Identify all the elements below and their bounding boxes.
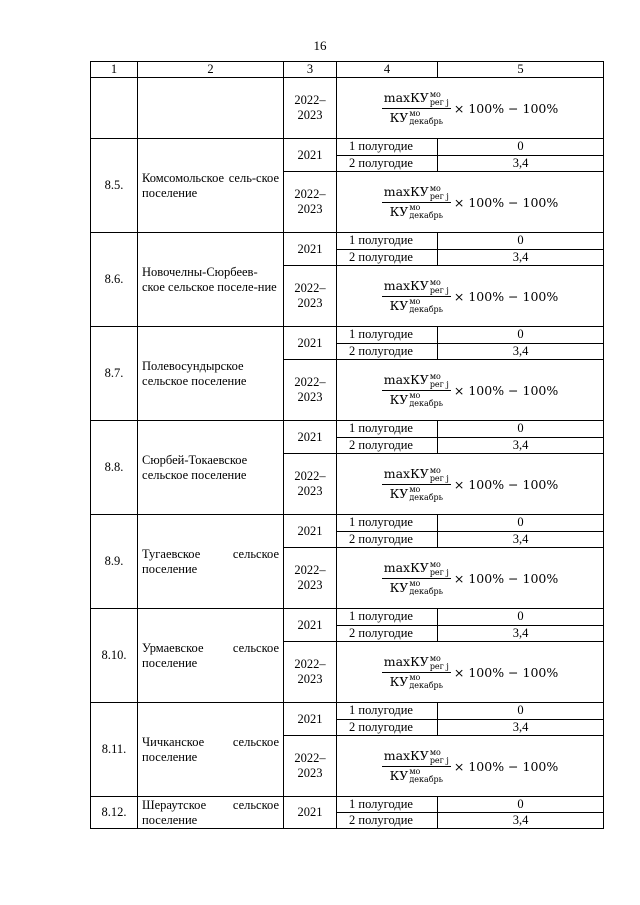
formula-sup: мо bbox=[429, 183, 441, 193]
year-cell bbox=[284, 548, 337, 609]
settlement-name: Шераутское сельское поселение bbox=[138, 797, 284, 829]
formula bbox=[382, 748, 558, 784]
year-cell: 2021 bbox=[284, 797, 337, 829]
half-year-value: 3,4 bbox=[438, 437, 604, 454]
formula-sup: мо bbox=[409, 485, 421, 494]
half-year-label: 2 полугодие bbox=[337, 719, 438, 736]
formula-sup: мо bbox=[409, 579, 421, 588]
formula-sub: декабрь bbox=[409, 117, 444, 126]
settlement-name: Сюрбей-Токаевское сельское поселение bbox=[138, 421, 284, 515]
settlement-name: Комсомольское сель-ское поселение bbox=[138, 139, 284, 233]
column-header: 2 bbox=[138, 62, 284, 78]
row-number bbox=[91, 78, 138, 139]
formula-rest: × 100% − 100% bbox=[453, 664, 559, 680]
year-range-start: 2022– bbox=[294, 469, 326, 483]
formula-sub: рег j bbox=[429, 379, 449, 389]
half-year-value: 0 bbox=[438, 421, 604, 438]
coefficient-table bbox=[90, 61, 604, 829]
year-cell: 2021 bbox=[284, 421, 337, 454]
year-cell: 2021 bbox=[284, 703, 337, 736]
year-range-start: 2022– bbox=[294, 375, 326, 389]
year-range-start: 2022– bbox=[294, 281, 326, 295]
year-cell bbox=[284, 454, 337, 515]
formula-sup: мо bbox=[429, 653, 441, 663]
half-year-label: 2 полугодие bbox=[337, 343, 438, 360]
half-year-label: 2 полугодие bbox=[337, 155, 438, 172]
year-cell: 2021 bbox=[284, 233, 337, 266]
year-range-start: 2022– bbox=[294, 657, 326, 671]
formula-denominator: КУ bbox=[389, 485, 409, 501]
row-number: 8.8. bbox=[91, 421, 138, 515]
half-year-label: 1 полугодие bbox=[337, 233, 438, 250]
half-year-label: 1 полугодие bbox=[337, 609, 438, 626]
formula-sup: мо bbox=[429, 277, 441, 287]
row-number: 8.9. bbox=[91, 515, 138, 609]
formula-denominator: КУ bbox=[389, 391, 409, 407]
formula-sub: декабрь bbox=[409, 399, 444, 408]
half-year-value: 3,4 bbox=[438, 155, 604, 172]
year-cell: 2021 bbox=[284, 609, 337, 642]
year-range-start: 2022– bbox=[294, 751, 326, 765]
row-number: 8.12. bbox=[91, 797, 138, 829]
half-year-value: 0 bbox=[438, 139, 604, 156]
year-range-end: 2023 bbox=[297, 390, 323, 404]
half-year-label: 1 полугодие bbox=[337, 703, 438, 720]
formula bbox=[382, 372, 558, 408]
half-year-label: 2 полугодие bbox=[337, 249, 438, 266]
formula-sup: мо bbox=[409, 203, 421, 212]
formula-numerator: maxКУ bbox=[383, 748, 429, 763]
formula-numerator: maxКУ bbox=[383, 466, 429, 481]
formula-cell bbox=[337, 642, 604, 703]
formula-rest: × 100% − 100% bbox=[453, 288, 559, 304]
column-header: 4 bbox=[337, 62, 438, 78]
formula-cell bbox=[337, 454, 604, 515]
table-row bbox=[91, 139, 604, 156]
formula-sup: мо bbox=[429, 371, 441, 381]
half-year-value: 0 bbox=[438, 515, 604, 532]
table-row bbox=[91, 609, 604, 626]
header-row bbox=[91, 62, 604, 78]
year-cell bbox=[284, 736, 337, 797]
half-year-value: 0 bbox=[438, 327, 604, 344]
formula-sup: мо bbox=[409, 109, 421, 118]
page-number: 16 bbox=[313, 38, 327, 53]
formula-sub: рег j bbox=[429, 567, 449, 577]
row-number: 8.11. bbox=[91, 703, 138, 797]
half-year-label: 2 полугодие bbox=[337, 813, 438, 829]
formula-cell bbox=[337, 78, 604, 139]
formula-denominator: КУ bbox=[389, 579, 409, 595]
formula-sub: рег j bbox=[429, 97, 449, 107]
half-year-label: 1 полугодие bbox=[337, 327, 438, 344]
year-range-end: 2023 bbox=[297, 108, 323, 122]
row-number: 8.10. bbox=[91, 609, 138, 703]
formula-sub: декабрь bbox=[409, 587, 444, 596]
formula-sub: рег j bbox=[429, 755, 449, 765]
formula-rest: × 100% − 100% bbox=[453, 194, 559, 210]
formula-sup: мо bbox=[409, 297, 421, 306]
formula-sub: декабрь bbox=[409, 775, 444, 784]
half-year-label: 1 полугодие bbox=[337, 421, 438, 438]
settlement-name: Полевосундырское сельское поселение bbox=[138, 327, 284, 421]
formula-sub: декабрь bbox=[409, 681, 444, 690]
formula-numerator: maxКУ bbox=[383, 372, 429, 387]
formula-cell bbox=[337, 736, 604, 797]
half-year-label: 1 полугодие bbox=[337, 139, 438, 156]
formula-denominator: КУ bbox=[389, 297, 409, 313]
year-range-start: 2022– bbox=[294, 563, 326, 577]
half-year-value: 0 bbox=[438, 609, 604, 626]
table-row bbox=[91, 421, 604, 438]
year-range-end: 2023 bbox=[297, 578, 323, 592]
table-row bbox=[91, 78, 604, 139]
settlement-name bbox=[138, 78, 284, 139]
column-header: 1 bbox=[91, 62, 138, 78]
formula-rest: × 100% − 100% bbox=[453, 100, 559, 116]
formula-sup: мо bbox=[409, 673, 421, 682]
half-year-value: 3,4 bbox=[438, 531, 604, 548]
year-cell bbox=[284, 78, 337, 139]
formula bbox=[382, 654, 558, 690]
formula-cell bbox=[337, 360, 604, 421]
year-range-end: 2023 bbox=[297, 672, 323, 686]
year-cell bbox=[284, 360, 337, 421]
formula-numerator: maxКУ bbox=[383, 654, 429, 669]
formula-rest: × 100% − 100% bbox=[453, 382, 559, 398]
formula-denominator: КУ bbox=[389, 109, 409, 125]
row-number: 8.7. bbox=[91, 327, 138, 421]
formula-rest: × 100% − 100% bbox=[453, 758, 559, 774]
formula-sup: мо bbox=[409, 391, 421, 400]
year-range-end: 2023 bbox=[297, 296, 323, 310]
half-year-value: 3,4 bbox=[438, 625, 604, 642]
half-year-value: 3,4 bbox=[438, 343, 604, 360]
formula-sup: мо bbox=[429, 559, 441, 569]
formula-numerator: maxКУ bbox=[383, 90, 429, 105]
formula-sub: рег j bbox=[429, 191, 449, 201]
formula-rest: × 100% − 100% bbox=[453, 476, 559, 492]
half-year-label: 2 полугодие bbox=[337, 437, 438, 454]
half-year-label: 2 полугодие bbox=[337, 531, 438, 548]
formula-cell bbox=[337, 548, 604, 609]
half-year-value: 3,4 bbox=[438, 813, 604, 829]
formula-cell bbox=[337, 266, 604, 327]
formula-sup: мо bbox=[429, 465, 441, 475]
settlement-name: Новочелны-Сюрбеев-ское сельское поселе-ние bbox=[138, 233, 284, 327]
half-year-value: 3,4 bbox=[438, 719, 604, 736]
row-number: 8.6. bbox=[91, 233, 138, 327]
table-row bbox=[91, 327, 604, 344]
year-range-end: 2023 bbox=[297, 202, 323, 216]
half-year-value: 0 bbox=[438, 797, 604, 813]
formula bbox=[382, 90, 558, 126]
year-range-end: 2023 bbox=[297, 766, 323, 780]
formula-numerator: maxКУ bbox=[383, 184, 429, 199]
half-year-label: 1 полугодие bbox=[337, 515, 438, 532]
formula bbox=[382, 466, 558, 502]
settlement-name: Урмаевское сельское поселение bbox=[138, 609, 284, 703]
year-range-start: 2022– bbox=[294, 93, 326, 107]
formula bbox=[382, 184, 558, 220]
year-cell: 2021 bbox=[284, 515, 337, 548]
formula-cell bbox=[337, 172, 604, 233]
column-header: 5 bbox=[438, 62, 604, 78]
formula-sub: рег j bbox=[429, 473, 449, 483]
half-year-label: 1 полугодие bbox=[337, 797, 438, 813]
formula-sup: мо bbox=[409, 767, 421, 776]
settlement-name: Тугаевское сельское поселение bbox=[138, 515, 284, 609]
formula-rest: × 100% − 100% bbox=[453, 570, 559, 586]
year-cell: 2021 bbox=[284, 327, 337, 360]
year-cell bbox=[284, 642, 337, 703]
formula-sup: мо bbox=[429, 747, 441, 757]
formula bbox=[382, 560, 558, 596]
half-year-value: 0 bbox=[438, 703, 604, 720]
formula-sup: мо bbox=[429, 89, 441, 99]
year-range-end: 2023 bbox=[297, 484, 323, 498]
formula-sub: декабрь bbox=[409, 493, 444, 502]
formula-sub: декабрь bbox=[409, 305, 444, 314]
half-year-value: 0 bbox=[438, 233, 604, 250]
formula-denominator: КУ bbox=[389, 673, 409, 689]
formula-numerator: maxКУ bbox=[383, 278, 429, 293]
year-cell: 2021 bbox=[284, 139, 337, 172]
settlement-name: Чичканское сельское поселение bbox=[138, 703, 284, 797]
formula-numerator: maxКУ bbox=[383, 560, 429, 575]
column-header: 3 bbox=[284, 62, 337, 78]
formula-sub: рег j bbox=[429, 285, 449, 295]
formula-denominator: КУ bbox=[389, 767, 409, 783]
formula-denominator: КУ bbox=[389, 203, 409, 219]
table-row bbox=[91, 233, 604, 250]
year-range-start: 2022– bbox=[294, 187, 326, 201]
table-row bbox=[91, 797, 604, 813]
half-year-label: 2 полугодие bbox=[337, 625, 438, 642]
year-cell bbox=[284, 172, 337, 233]
formula-sub: декабрь bbox=[409, 211, 444, 220]
table-row bbox=[91, 703, 604, 720]
row-number: 8.5. bbox=[91, 139, 138, 233]
formula bbox=[382, 278, 558, 314]
half-year-value: 3,4 bbox=[438, 249, 604, 266]
formula-sub: рег j bbox=[429, 661, 449, 671]
table-row bbox=[91, 515, 604, 532]
year-cell bbox=[284, 266, 337, 327]
